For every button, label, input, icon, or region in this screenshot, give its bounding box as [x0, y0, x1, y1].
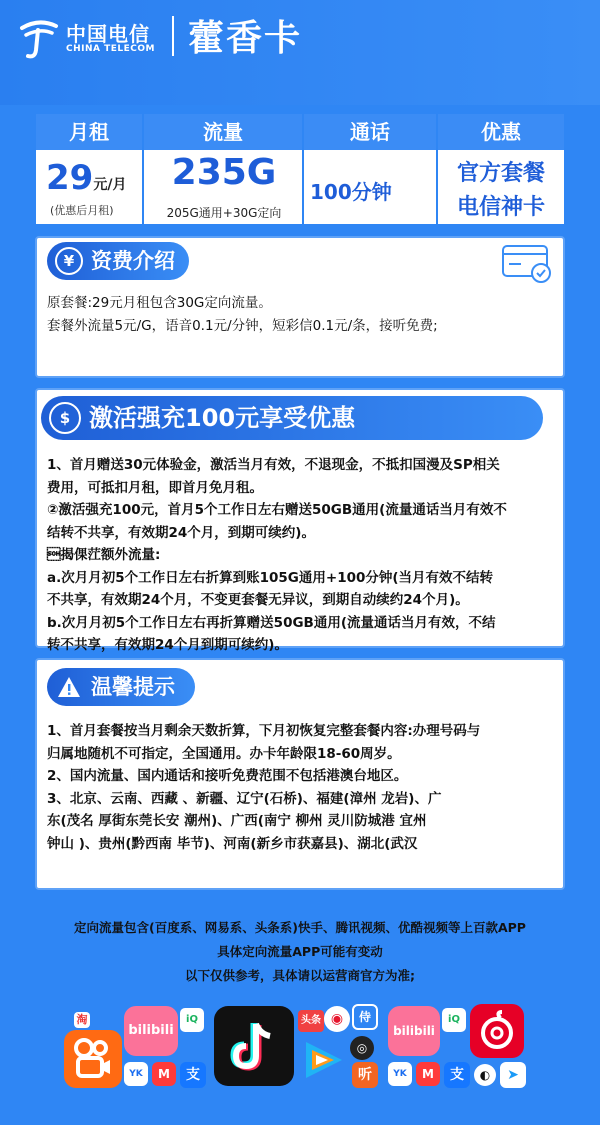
promo-title-pill [41, 396, 543, 440]
music-disc-icon: ◎ [350, 1036, 374, 1060]
data-total: 235G [171, 152, 277, 193]
price-unit: 元/月 [93, 177, 127, 193]
promo-panel [35, 388, 565, 653]
tips-line: 归属地随机不可指定，全国通用。办卡年龄限18-60周岁。 [47, 745, 401, 762]
price-cell [36, 152, 142, 224]
header-data: 流量 [203, 120, 243, 144]
tips-line: 东(茂名 厚街东莞长安 潮州)、广西(南宁 柳州 灵川防城港 宜州 [47, 813, 427, 829]
header-divider [172, 16, 174, 56]
tencent-video-icon [298, 1036, 346, 1084]
alipay-icon-2: 支 [444, 1062, 470, 1088]
taobao-icon: 淘 [74, 1012, 90, 1028]
perk-line-2: 电信神卡 [456, 195, 545, 220]
promo-line: 费用，可抵扣月租，即首月免月租。 [47, 479, 263, 496]
iqiyi-icon-2: iQ [442, 1008, 466, 1032]
monthly-price [46, 158, 126, 198]
dollar-icon: $ [49, 402, 81, 434]
news-icon: 侍 [352, 1004, 378, 1030]
tips-panel [35, 658, 565, 890]
promo-line: a.次月月初5个工作日左右折算到账105G通用+100分钟(当月有效不结转 [47, 569, 494, 586]
china-telecom-logo [18, 16, 168, 60]
promo-body [47, 454, 569, 657]
promo-line: ②激活强充100元，首月5个工作日左右赠送50GB通用(流量通话当月有效不 [47, 502, 507, 518]
brand-name-cn: 中国电信 [66, 22, 150, 46]
tariff-title: 资费介绍 [91, 249, 175, 273]
data-note: 205G通用+30G定向 [166, 206, 282, 220]
yuan-icon: ¥ [55, 247, 83, 275]
promo-title: 激活强充100元享受优惠 [89, 404, 356, 432]
tips-line: 钟山 )、贵州(黔西南 毕节)、河南(新乡市获嘉县)、湖北(武汉 [47, 835, 418, 852]
tariff-body [47, 292, 569, 337]
perk-cell [438, 152, 564, 224]
youku-icon: YK [124, 1062, 148, 1086]
ting-icon: 听 [352, 1062, 378, 1088]
voice-minutes: 100分钟 [310, 180, 392, 204]
direction-arrow-icon: ➤ [500, 1062, 526, 1088]
youku-icon-2: YK [388, 1062, 412, 1086]
plan-table-header [36, 114, 564, 150]
footer-line-3: 以下仅供参考，具体请以运营商官方为准; [185, 968, 415, 983]
header-perks: 优惠 [481, 120, 521, 144]
netease-music-icon [470, 1004, 524, 1058]
tariff-line: 原套餐:29元月租包含30G定向流量。 [47, 295, 272, 311]
price-value: 29 [46, 158, 94, 198]
alipay-icon: 支 [180, 1062, 206, 1088]
iqiyi-icon: iQ [180, 1008, 204, 1032]
promo-line: 转不共享，有效期24个月到期可续约)。 [47, 637, 288, 653]
tariff-panel [35, 236, 565, 378]
mango-tv-icon-2: M [416, 1062, 440, 1086]
promo-line: 1、首月赠送30元体验金，激活当月有效，不退现金，不抵扣国漫及SP相关 [47, 457, 500, 473]
promo-line: b.次月月初5个工作日左右再折算赠送50GB通用(流量通话当月有效，不结 [47, 614, 496, 631]
promo-line: 揭倮茳额外流量: [47, 547, 161, 563]
footer-line-1: 定向流量包含(百度系、网易系、头条系)快手、腾讯视频、优酷视频等上百款APP [74, 920, 526, 935]
tips-line: 2、国内流量、国内通话和接听免费范围不包括港澳台地区。 [47, 768, 408, 784]
telecom-logo-icon [18, 16, 60, 60]
tips-line: 3、北京、云南、西藏 、新疆、辽宁(石桥)、福建(漳州 龙岩)、广 [47, 790, 442, 807]
plan-table [34, 112, 566, 226]
weibo-icon: ◉ [324, 1006, 350, 1032]
data-cell [144, 152, 302, 224]
tiktok-icon [214, 1006, 294, 1086]
tips-title-pill [47, 668, 195, 706]
tariff-title-pill [47, 242, 189, 280]
bilibili-icon-2: bilibili [388, 1006, 440, 1056]
warning-icon [57, 676, 81, 698]
promo-line: 结转不共享，有效期24个月，到期可续约)。 [47, 524, 315, 541]
bill-card-icon [501, 244, 553, 284]
kuaishou-icon [64, 1030, 122, 1088]
header [0, 0, 600, 105]
tariff-line: 套餐外流量5元/G，语音0.1元/分钟，短彩信0.1元/条，接听免费; [47, 317, 438, 334]
qq-icon: ◐ [474, 1064, 496, 1086]
footer-line-2: 具体定向流量APP可能有变动 [217, 944, 383, 959]
header-voice: 通话 [350, 120, 390, 144]
mango-tv-icon: M [152, 1062, 176, 1086]
bilibili-icon: bilibili [124, 1006, 178, 1056]
tips-title: 温馨提示 [91, 675, 175, 699]
promo-line: 不共享，有效期24个月，不变更套餐无异议，到期自动续约24个月)。 [47, 592, 469, 608]
voice-cell [304, 152, 436, 224]
toutiao-icon: 头条 [298, 1010, 324, 1032]
header-monthly-fee: 月租 [69, 120, 109, 144]
card-name: 藿香卡 [188, 18, 303, 59]
price-note: (优惠后月租) [50, 204, 114, 217]
perk-line-1: 官方套餐 [456, 161, 545, 186]
tips-line: 1、首月套餐按当月剩余天数折算，下月初恢复完整套餐内容:办理号码与 [47, 723, 481, 739]
tips-body [47, 720, 569, 855]
brand-name-en: CHINA TELECOM [66, 44, 155, 54]
